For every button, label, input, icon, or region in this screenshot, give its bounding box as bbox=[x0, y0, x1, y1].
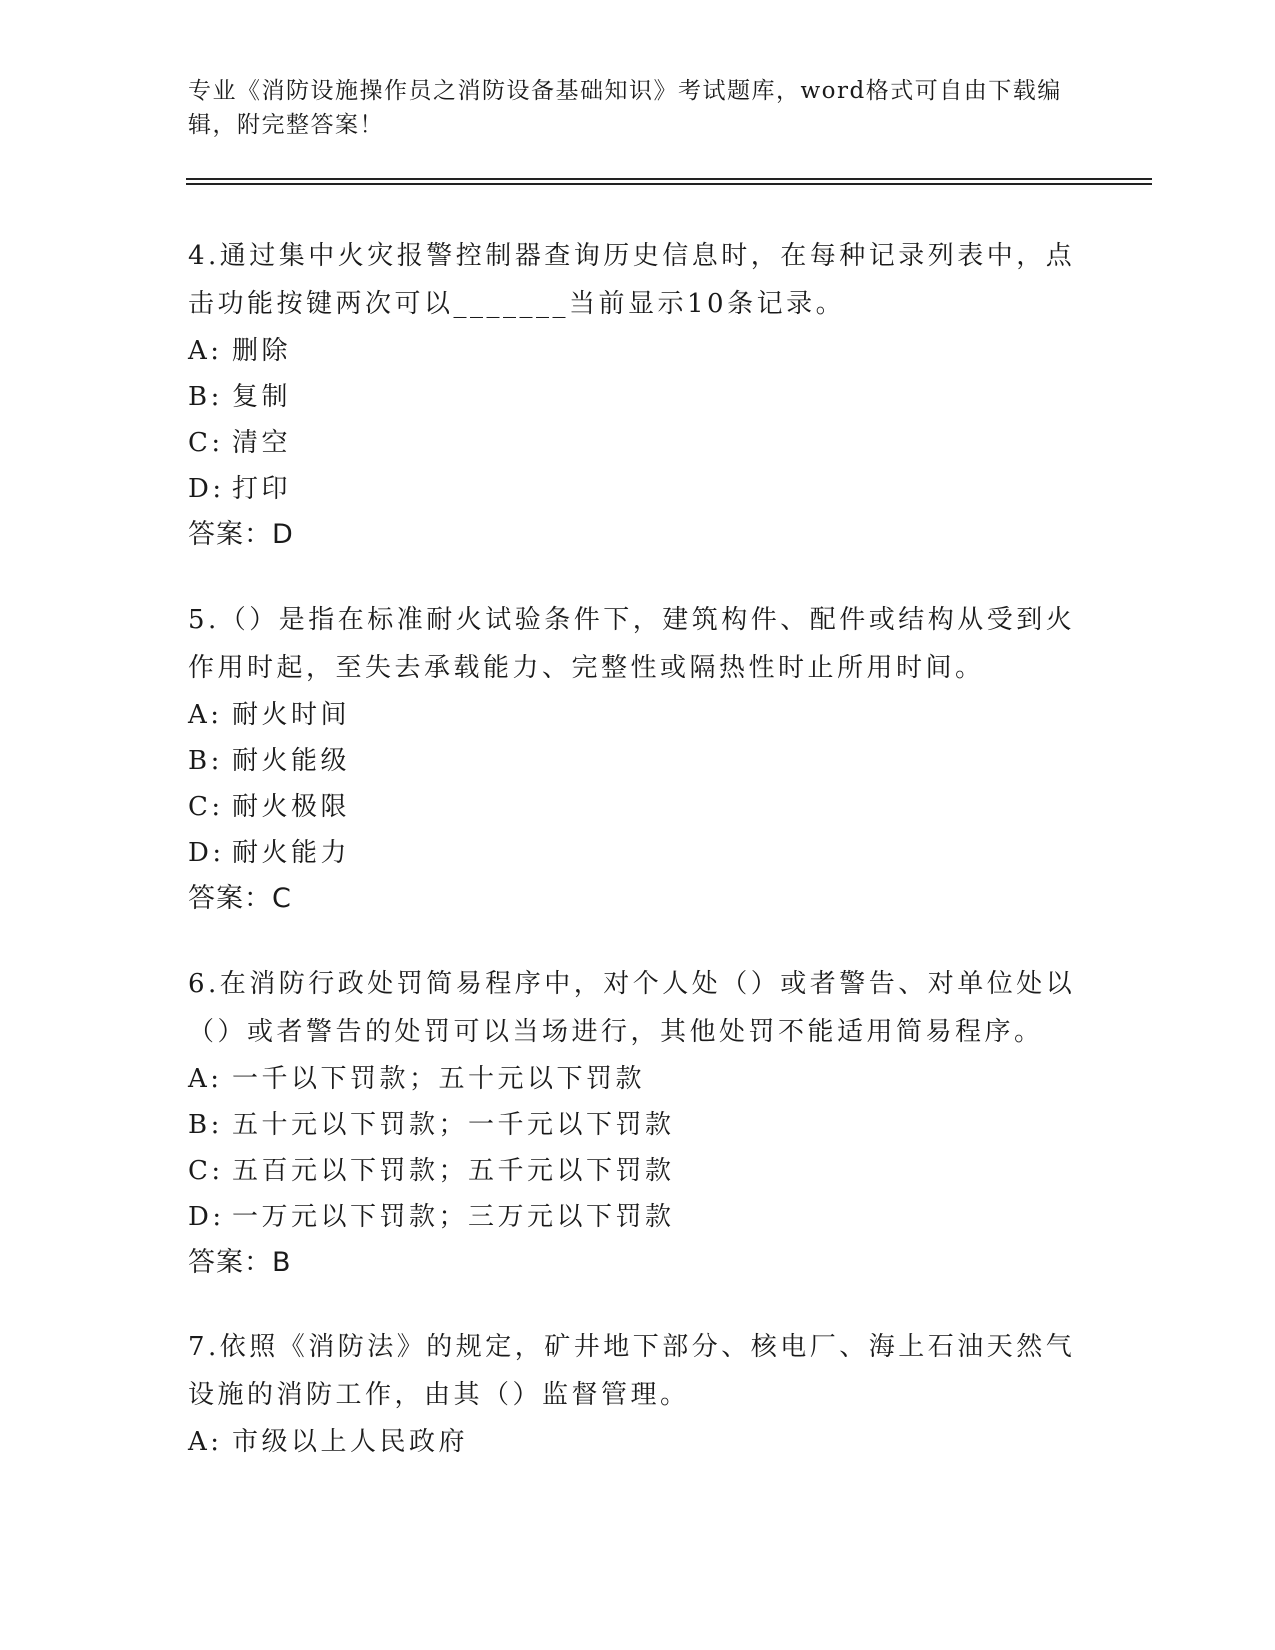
option-letter: B: bbox=[188, 746, 223, 776]
option-letter: C: bbox=[188, 428, 224, 458]
option-c bbox=[188, 1148, 1088, 1194]
option-text: 耐火能级 bbox=[232, 746, 351, 776]
option-letter: D: bbox=[188, 838, 225, 868]
option-letter: D: bbox=[188, 1202, 225, 1232]
option-d bbox=[188, 1194, 1088, 1240]
answer-line: 答案：D bbox=[188, 519, 294, 550]
option-b bbox=[188, 738, 1088, 784]
option-text: 清空 bbox=[232, 428, 292, 458]
option-letter: A: bbox=[188, 1427, 223, 1457]
question-6 bbox=[188, 960, 1088, 1286]
option-b bbox=[188, 1102, 1088, 1148]
option-text: 删除 bbox=[232, 336, 292, 366]
option-letter: B: bbox=[188, 1110, 223, 1140]
header-rule-top bbox=[186, 178, 1152, 180]
option-a bbox=[188, 1056, 1088, 1102]
option-text: 复制 bbox=[232, 382, 292, 412]
question-7 bbox=[188, 1323, 1088, 1465]
option-letter: C: bbox=[188, 792, 224, 822]
option-letter: D: bbox=[188, 474, 225, 504]
option-text: 市级以上人民政府 bbox=[232, 1427, 469, 1457]
option-letter: A: bbox=[188, 1064, 223, 1094]
option-a bbox=[188, 328, 1088, 374]
answer-line: 答案：C bbox=[188, 883, 292, 914]
option-letter: B: bbox=[188, 382, 223, 412]
header-rule-bottom bbox=[186, 183, 1152, 185]
document-header: 专业《消防设施操作员之消防设备基础知识》考试题库，word格式可自由下载编辑，附完整答案！ bbox=[188, 78, 1062, 138]
question-stem: 5.（）是指在标准耐火试验条件下，建筑构件、配件或结构从受到火作用时起，至失去承载能力、完整性或隔热性时止所用时间。 bbox=[188, 605, 1076, 683]
option-letter: A: bbox=[188, 336, 223, 366]
option-text: 一万元以下罚款；三万元以下罚款 bbox=[232, 1202, 675, 1232]
option-a bbox=[188, 692, 1088, 738]
option-text: 耐火能力 bbox=[232, 838, 351, 868]
answer-line: 答案：B bbox=[188, 1247, 292, 1278]
question-stem: 6.在消防行政处罚简易程序中，对个人处（）或者警告、对单位处以（）或者警告的处罚可以当场进行，其他处罚不能适用简易程序。 bbox=[188, 969, 1076, 1047]
option-text: 一千以下罚款；五十元以下罚款 bbox=[232, 1064, 646, 1094]
option-c bbox=[188, 784, 1088, 830]
question-stem: 4.通过集中火灾报警控制器查询历史信息时，在每种记录列表中，点击功能按键两次可以_______当前显示10条记录。 bbox=[188, 241, 1076, 319]
option-text: 耐火时间 bbox=[232, 700, 351, 730]
option-c bbox=[188, 420, 1088, 466]
question-4 bbox=[188, 232, 1088, 558]
option-a bbox=[188, 1419, 1088, 1465]
option-b bbox=[188, 374, 1088, 420]
question-stem: 7.依照《消防法》的规定，矿井地下部分、核电厂、海上石油天然气设施的消防工作，由其（）监督管理。 bbox=[188, 1332, 1076, 1410]
option-text: 五十元以下罚款；一千元以下罚款 bbox=[232, 1110, 675, 1140]
option-d bbox=[188, 466, 1088, 512]
question-5 bbox=[188, 596, 1088, 922]
option-d bbox=[188, 830, 1088, 876]
option-letter: C: bbox=[188, 1156, 224, 1186]
option-text: 打印 bbox=[232, 474, 292, 504]
option-text: 耐火极限 bbox=[232, 792, 351, 822]
option-text: 五百元以下罚款；五千元以下罚款 bbox=[232, 1156, 675, 1186]
option-letter: A: bbox=[188, 700, 223, 730]
